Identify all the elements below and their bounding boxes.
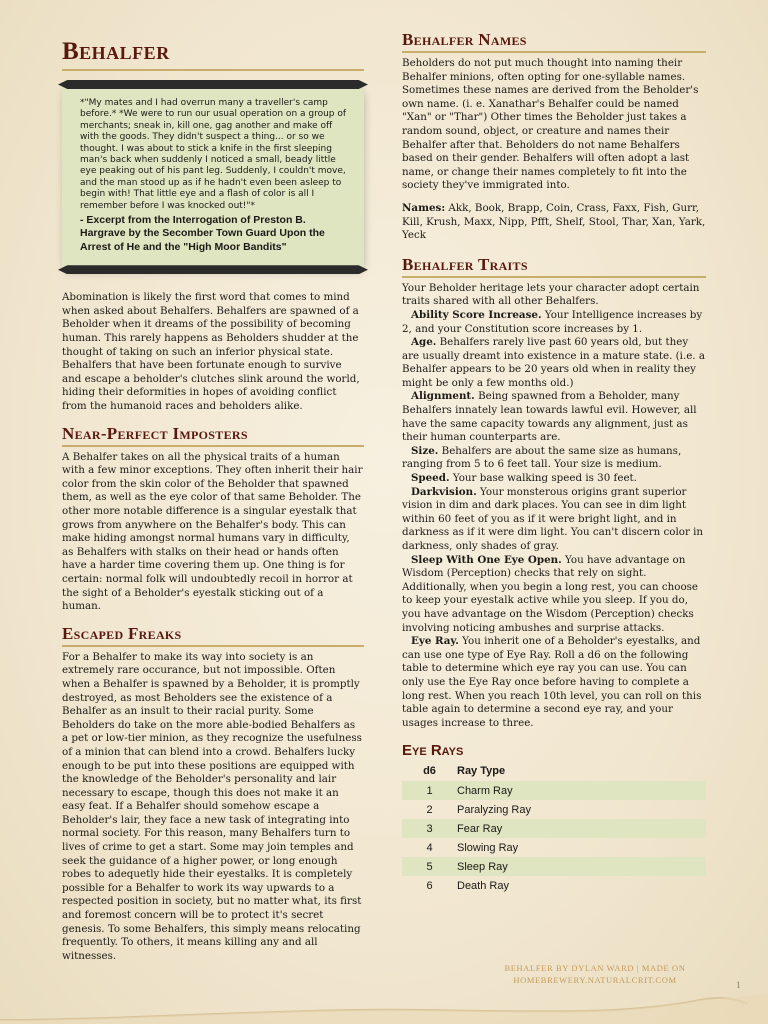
column-header-d6: d6 (423, 765, 436, 778)
ray-type-cell: Charm Ray (457, 781, 706, 800)
freaks-section (62, 624, 364, 964)
note-box (62, 85, 364, 269)
ray-type-cell: Paralyzing Ray (457, 803, 531, 816)
traits-intro: Your Beholder heritage lets your character adopt certain traits shared with all other Behalfers. (402, 281, 700, 308)
note-bottom-bar (58, 265, 368, 274)
column-header-ray-type: Ray Type (457, 765, 506, 778)
table-header-row (402, 763, 706, 781)
trait-name: Size. (411, 444, 439, 457)
trait-paragraph (402, 336, 706, 390)
names-section (402, 30, 706, 243)
eye-rays-heading: Eye Rays (402, 742, 464, 760)
roll-cell: 6 (426, 879, 433, 892)
note-quote: *"My mates and I had overrun many a traveller's camp before.* *We were to run our usual operation on a group of merchants; sneak in, kill one, gag another and make off with the goods. They didn't suspect a thing... or so we thought. I was about to stick a knife in the first sleeping man's back when suddenly I noticed a small, beady little eye peaking out of his pant leg. Suddenly, I couldn't move, and the man stood up as if he hadn't even been asleep to begin with! That little eye and a flash of color is all I remember before I was knocked out!"* (80, 98, 347, 211)
roll-cell: 1 (402, 781, 457, 800)
roll-cell: 3 (402, 819, 457, 838)
trait-name: Speed. (411, 472, 450, 485)
trait-list (402, 309, 706, 730)
eye-rays-table-body (402, 781, 706, 895)
trait-name: Sleep With One Eye Open. (411, 553, 562, 566)
table-row (402, 781, 706, 800)
eye-rays-section (402, 742, 706, 895)
names-list (402, 202, 706, 243)
trait-paragraph (402, 445, 706, 472)
imposters-section (62, 424, 364, 614)
note-top-bar (58, 80, 368, 89)
imposters-paragraph: A Behalfer takes on all the physical traits of a human with a few minor exceptions. They often inherit their hair color from the skin color of the Beholder that spawned them, as well as the eye color of that same Beholder. The other more notable difference is a singular eyestalk that grows from anywhere on the Behalfer's body. This can make hiding amongst normal humans vary in difficulty, as Behalfers with stalks on their head or hands often have a harder time covering them up. One thing is for certain: normal folk will undoubtedly recoil in horror at the sight of a Beholder's eyestalk sticking out of a human. (62, 450, 363, 613)
eye-rays-table (402, 763, 706, 895)
ray-type-cell: Slowing Ray (457, 841, 519, 854)
table-row (402, 800, 706, 819)
intro-paragraph: Abomination is likely the first word that comes to mind when asked about Behalfers. Behalfers are spawned of a Beholder when it dreams of the possibility of becoming human. This rarely happens as Beholders shudder at the thought of taking on such an inferior physical state. Behalfers that have been fortunate enough to survive and escape a beholder's clutches slink around the world, hiding their deformities in hopes of avoiding conflict from the humanoid races and beholders alike. (62, 291, 360, 413)
roll-cell: 5 (402, 857, 457, 876)
roll-cell: 2 (426, 803, 433, 816)
note-attribution: - Excerpt from the Interrogation of Preston B. Hargrave by the Secomber Town Guard Upon the Arrest of He and the "High Moor Bandits" (80, 214, 325, 253)
ray-type-cell: Sleep Ray (457, 857, 706, 876)
trait-text: Your Intelligence increases by 2, and your Constitution score increases by 1. (402, 308, 703, 335)
footer-line-1: BEHALFER BY DYLAN WARD | MADE ON (504, 963, 686, 973)
freaks-heading: Escaped Freaks (62, 624, 364, 647)
footer-line-2: HOMEBREWERY.NATURALCRIT.COM (513, 975, 677, 985)
roll-cell: 4 (426, 841, 433, 854)
trait-name: Darkvision. (411, 485, 477, 498)
title-divider (62, 69, 364, 71)
table-row (402, 876, 706, 895)
ray-type-cell: Death Ray (457, 879, 509, 892)
trait-paragraph (402, 486, 706, 554)
names-paragraph: Beholders do not put much thought into naming their Behalfer minions, often opting for one-syllable names. Sometimes these names are derived from the Beholder's own name. (i. e. Xanathar's Behalfer could be named "Xan" or "Thar") Other times the Beholder just takes a random sound, object, or creature and names their Behalfer after that. Beholders do not name Behalfers based on their gender. Behalfers will often adopt a last name, or change their names completely to fit into the society they've immigrated into. (402, 57, 699, 192)
trait-name: Ability Score Increase. (411, 308, 542, 321)
page-title: Behalfer (62, 38, 170, 65)
trait-paragraph (402, 472, 706, 486)
table-row (402, 819, 706, 838)
trait-paragraph (402, 309, 706, 336)
ray-type-cell: Fear Ray (457, 819, 706, 838)
trait-text: Behalfers are about the same size as humans, ranging from 5 to 6 feet tall. Your size is medium. (402, 444, 682, 471)
trait-text: Your monsterous origins grant superior vision in dim and dark places. You can see in dim light within 60 feet of you as if it were bright light, and in darkness as if it were dim light. You can't discern color in darkness, only shades of gray. (402, 485, 704, 552)
trait-name: Eye Ray. (411, 635, 459, 648)
table-row (402, 838, 706, 857)
trait-text: You inherit one of a Beholder's eyestalks, and can use one type of Eye Ray. Roll a d6 on the following table to determine which eye ray you can use. You can only use the Eye Ray once before having to complete a long rest. When you reach 10th level, you can roll on this table again to determine a second eye ray, and your usages increase to three. (402, 635, 702, 729)
traits-heading: Behalfer Traits (402, 255, 706, 278)
imposters-heading: Near-Perfect Imposters (62, 424, 364, 447)
left-column (62, 30, 364, 963)
trait-text: Behalfers rarely live past 60 years old, but they are usually dreamt into existence in a mature state. (i.e. a Behalfer appears to be 20 years old when in reality they might be only a few months old.) (402, 336, 705, 389)
names-heading: Behalfer Names (402, 30, 706, 53)
freaks-paragraph: For a Behalfer to make its way into society is an extremely rare occurance, but not impossible. Often when a Behalfer is spawned by a Beholder, it is promptly destroyed, as most Beholders see the existence of a Behalfer as an insult to their racial purity. Some Beholders do take on the more able-bodied Behalfers as a pet or low-tier minion, as they recognize the usefulness of a minion that can blend into a crowd. Behalfers lucky enough to be put into these positions are equipped with the knowledge of the Beholder's personality and lair necessary to escape, though this does not make it an easy feat. If a Behalfer should somehow escape a Beholder's lair, they face a new task of integrating into normal society. For this reason, many Behalfers turn to lives of crime to get a start. Some may join temples and seek the guidance of a higher power, or long enough robes to adequetly hide their eyestalks. It is completely possible for a Behalfer to work its way upwards to a respected position in society, but no matter what, its first and foremost concern will be to protect it's secret genesis. To some Behalfers, this simply means relocating frequently. To others, it means killing any and all witnesses. (62, 650, 362, 962)
trait-paragraph (402, 635, 706, 730)
names-values: Akk, Book, Brapp, Coin, Crass, Faxx, Fish, Gurr, Kill, Krush, Maxx, Nipp, Pfft, Shelf, Stool, Thar, Xan, Yark, Yeck (402, 201, 706, 242)
page-number: 1 (736, 980, 741, 990)
trait-text: Your base walking speed is 30 feet. (452, 472, 637, 485)
trait-text: Being spawned from a Beholder, many Behalfers innately lean towards lawful evil. However, all have the same capacity towards any alignment, just as their human counterparts are. (402, 390, 697, 444)
right-column (402, 30, 706, 895)
names-label: Names: (402, 201, 446, 214)
trait-name: Age. (411, 336, 437, 349)
table-row (402, 857, 706, 876)
trait-paragraph (402, 554, 706, 636)
trait-name: Alignment. (411, 390, 475, 403)
trait-paragraph (402, 390, 706, 444)
trait-text: You have advantage on Wisdom (Perception) checks that rely on sight. Additionally, when you begin a long rest, you can choose to keep your eyestalk active while you sleep. If you do, you have advantage on the Wisdom (Perception) checks involving noticing ambushes and surprise attacks. (402, 553, 699, 634)
footer-ornament (0, 980, 768, 1024)
traits-section (402, 255, 706, 731)
